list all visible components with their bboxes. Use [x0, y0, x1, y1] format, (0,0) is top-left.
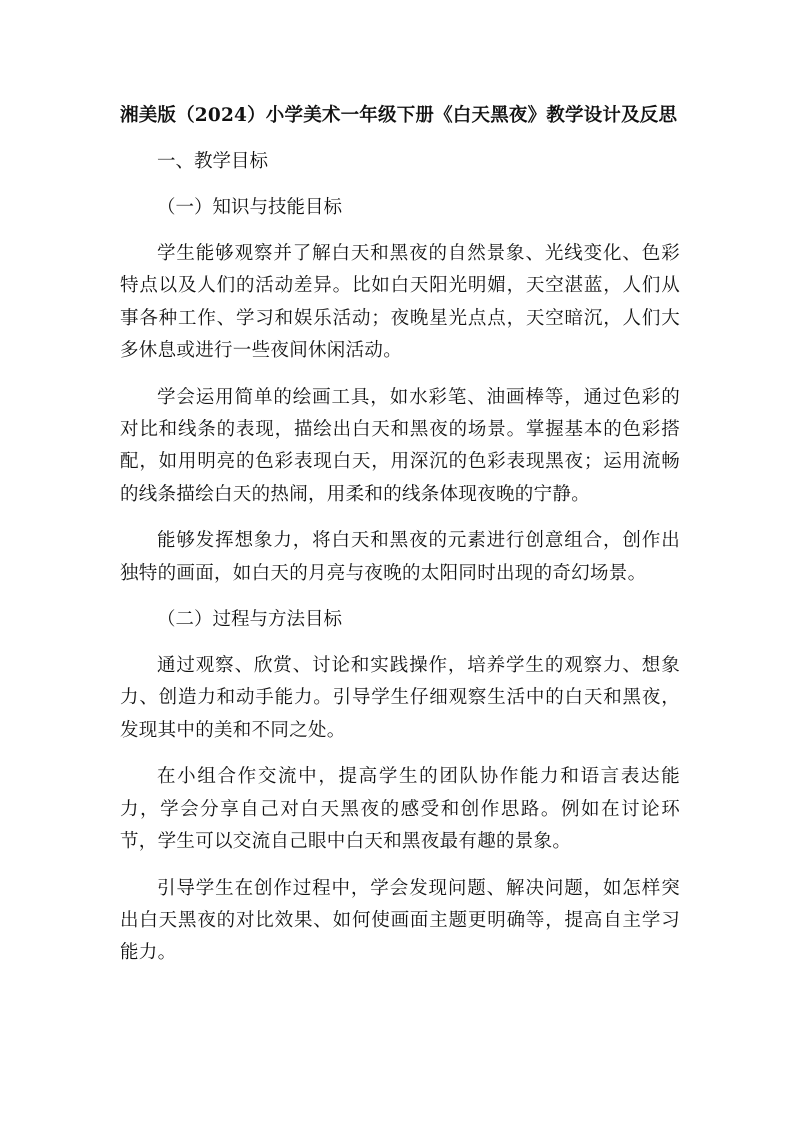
paragraph: 学生能够观察并了解白天和黑夜的自然景象、光线变化、色彩特点以及人们的活动差异。比如白天阳光明媚，天空湛蓝，人们从事各种工作、学习和娱乐活动；夜晚星光点点，天空暗沉，人们大多休息或进行一些夜间休闲活动。: [120, 243, 680, 362]
paragraph: 在小组合作交流中，提高学生的团队协作能力和语言表达能力，学会分享自己对白天黑夜的感受和创作思路。例如在讨论环节，学生可以交流自己眼中白天和黑夜最有趣的景象。: [120, 766, 680, 853]
paragraph: 通过观察、欣赏、讨论和实践操作，培养学生的观察力、想象力、创造力和动手能力。引导学生仔细观察生活中的白天和黑夜，发现其中的美和不同之处。: [120, 655, 680, 741]
paragraph: 引导学生在创作过程中，学会发现问题、解决问题，如怎样突出白天黑夜的对比效果、如何使画面主题更明确等，提高自主学习能力。: [120, 877, 680, 964]
paragraph: 能够发挥想象力，将白天和黑夜的元素进行创意组合，创作出独特的画面，如白天的月亮与夜晚的太阳同时出现的奇幻场景。: [120, 530, 680, 584]
subsection-heading-process-methods: （二）过程与方法目标: [157, 609, 343, 631]
paragraph: 学会运用简单的绘画工具，如水彩笔、油画棒等，通过色彩的对比和线条的表现，描绘出白天和黑夜的场景。掌握基本的色彩搭配，如用明亮的色彩表现白天，用深沉的色彩表现黑夜；运用流畅的线条描绘白天的热闹，用柔和的线条体现夜晚的宁静。: [120, 386, 680, 505]
section-heading-teaching-goals: 一、教学目标: [157, 151, 269, 172]
document-page: [120, 100, 680, 984]
subsection-heading-knowledge-skills: （一）知识与技能目标: [157, 197, 343, 218]
document-title: 湘美版（2024）小学美术一年级下册《白天黑夜》教学设计及反思: [120, 105, 678, 126]
